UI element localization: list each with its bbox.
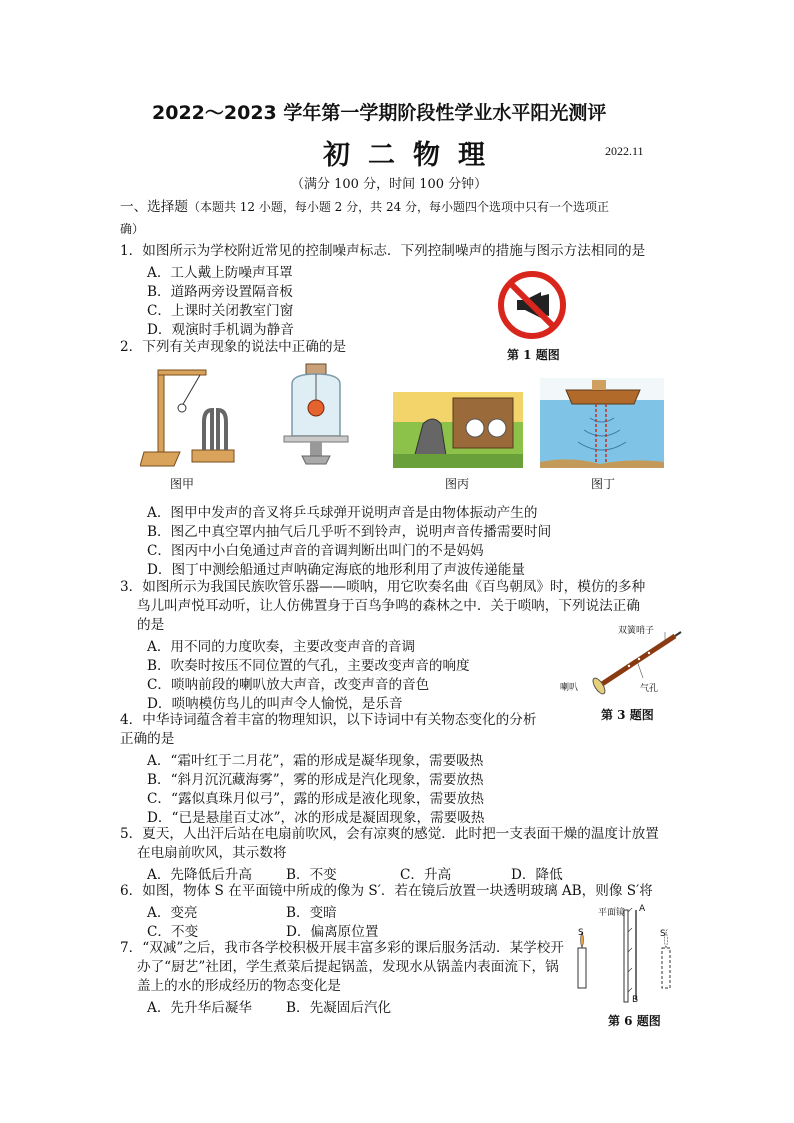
q4-stem-1: 4．中华诗词蕴含着丰富的物理知识，以下诗词中有关物态变化的分析 xyxy=(120,712,537,728)
section-heading-text: 一、选择题 xyxy=(120,199,188,215)
glass-label-a: A xyxy=(639,904,646,914)
q3-option-b: B．吹奏时按压不同位置的气孔，主要改变声音的响度 xyxy=(147,658,470,674)
q6-option-d: D．偏离原位置 xyxy=(286,924,379,940)
exam-subtitle: （满分 100 分，时间 100 分钟） xyxy=(291,177,488,192)
q4-option-b: B．“斜月沉沉藏海雾”，雾的形成是汽化现象，需要放热 xyxy=(147,772,484,788)
object-s-label: S xyxy=(578,928,584,938)
q4-option-d: D．“已是悬崖百丈冰”，冰的形成是凝固现象，需要吸热 xyxy=(147,810,485,826)
q6-stem: 6．如图，物体 S 在平面镜中所成的像为 S′．若在镜后放置一块透明玻璃 AB，则像 S′将 xyxy=(120,883,653,899)
q7-stem-2: 办了“厨艺”社团，学生煮菜后提起锅盖，发现水从锅盖内表面流下，锅 xyxy=(137,959,559,975)
vacuum-bell-figure xyxy=(280,362,352,466)
q2-option-d: D．图丁中测绘船通过声呐确定海底的地形利用了声波传递能量 xyxy=(147,562,525,578)
q5-option-a: A．先降低后升高 xyxy=(147,867,252,883)
q2-option-a: A．图甲中发声的音叉将乒乓球弹开说明声音是由物体振动产生的 xyxy=(147,505,538,521)
no-horn-sign-icon xyxy=(497,270,567,340)
q3-option-a: A．用不同的力度吹奏，主要改变声音的音调 xyxy=(147,639,416,655)
q7-stem-1: 7．“双减”之后，我市各学校积极开展丰富多彩的课后服务活动．某学校开 xyxy=(120,940,564,956)
q5-option-c: C．升高 xyxy=(400,867,452,883)
q1-option-c: C．上课时关闭教室门窗 xyxy=(147,303,294,319)
exam-title: 2022～2023 学年第一学期阶段性学业水平阳光测评 xyxy=(152,102,607,124)
q6-option-a: A．变亮 xyxy=(147,905,198,921)
section-heading xyxy=(120,198,609,216)
sonar-ship-figure xyxy=(540,378,664,468)
q4-option-c: C．“露似真珠月似弓”，露的形成是液化现象，需要放热 xyxy=(147,791,484,807)
q1-caption: 第 1 题图 xyxy=(507,348,560,362)
q1-option-b: B．道路两旁设置隔音板 xyxy=(147,284,293,300)
tuning-fork-figure xyxy=(140,362,240,470)
q3-stem-1: 3．如图所示为我国民族吹管乐器——唢呐，用它吹奏名曲《百鸟朝凤》时，模仿的多种 xyxy=(120,579,646,595)
q2-option-c: C．图丙中小白兔通过声音的音调判断出叫门的不是妈妈 xyxy=(147,543,484,559)
exam-date: 2022.11 xyxy=(605,144,644,158)
q6-option-c: C．不变 xyxy=(147,924,199,940)
q3-option-d: D．唢呐模仿鸟儿的叫声令人愉悦，是乐音 xyxy=(147,696,403,712)
q4-option-a: A．“霜叶红于二月花”，霜的形成是凝华现象，需要吸热 xyxy=(147,753,484,769)
suona-horn-label: 喇叭 xyxy=(560,683,579,693)
q2-fig-a-label: 图甲 xyxy=(170,477,195,491)
q5-stem-1: 5．夏天，人出汗后站在电扇前吹风，会有凉爽的感觉．此时把一支表面干燥的温度计放置 xyxy=(120,826,659,842)
section-note: （本题共 12 小题，每小题 2 分，共 24 分，每小题四个选项中只有一个选项正 xyxy=(187,200,610,214)
q2-option-b: B．图乙中真空罩内抽气后几乎听不到铃声，说明声音传播需要时间 xyxy=(147,524,552,540)
q4-stem-2: 正确的是 xyxy=(120,731,175,747)
rabbit-cartoon-figure xyxy=(393,392,523,468)
q5-option-d: D．降低 xyxy=(511,867,563,883)
q3-option-c: C．唢呐前段的喇叭放大声音，改变声音的音色 xyxy=(147,677,430,693)
q3-caption: 第 3 题图 xyxy=(601,708,654,722)
q7-option-b: B．先凝固后汽化 xyxy=(286,1000,392,1016)
q7-stem-3: 盖上的水的形成经历的物态变化是 xyxy=(137,978,341,994)
q1-option-d: D．观演时手机调为静音 xyxy=(147,322,294,338)
q7-option-a: A．先升华后凝华 xyxy=(147,1000,252,1016)
suona-figure xyxy=(585,628,685,698)
section-note-cont: 确） xyxy=(120,222,145,236)
q5-stem-2: 在电扇前吹风，其示数将 xyxy=(137,845,287,861)
q2-stem: 2．下列有关声现象的说法中正确的是 xyxy=(120,339,347,355)
subject-title: 初二物理 xyxy=(323,140,503,171)
q3-stem-3: 的是 xyxy=(137,617,165,633)
q2-fig-c-label: 图丙 xyxy=(445,477,470,491)
q5-option-b: B．不变 xyxy=(286,867,337,883)
image-s-label: S′ xyxy=(660,929,668,939)
suona-reed-label: 双簧哨子 xyxy=(618,626,655,636)
q3-stem-2: 鸟儿叫声悦耳动听，让人仿佛置身于百鸟争鸣的森林之中．关于唢呐，下列说法正确 xyxy=(137,598,640,614)
q1-stem: 1．如图所示为学校附近常见的控制噪声标志．下列控制噪声的措施与图示方法相同的是 xyxy=(120,243,646,259)
suona-hole-label: 气孔 xyxy=(640,684,659,694)
q2-fig-d-label: 图丁 xyxy=(591,477,616,491)
q6-caption: 第 6 题图 xyxy=(608,1014,661,1028)
q6-option-b: B．变暗 xyxy=(286,905,337,921)
glass-label-b: B xyxy=(632,995,639,1005)
mirror-label: 平面镜 xyxy=(598,908,626,918)
q1-option-a: A．工人戴上防噪声耳罩 xyxy=(147,265,293,281)
